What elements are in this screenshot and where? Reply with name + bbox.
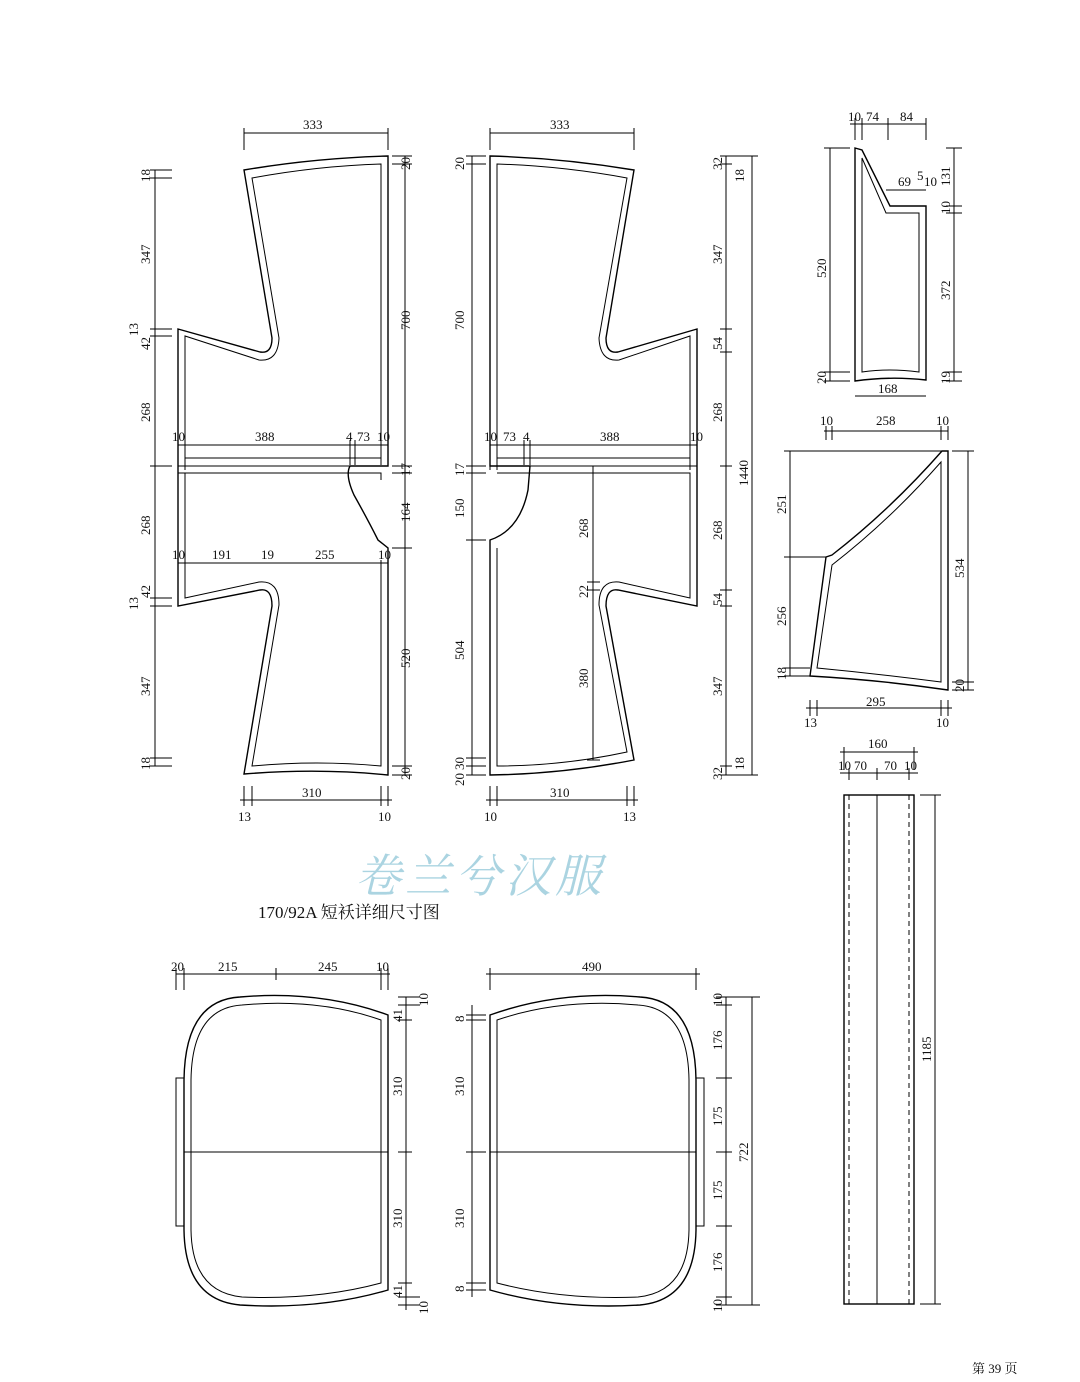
dim-d-10b: 10 xyxy=(936,413,949,428)
dim-b-bottom-13: 13 xyxy=(623,809,636,824)
dim-c-131: 131 xyxy=(938,166,953,186)
dim-a-mid-10b: 10 xyxy=(377,429,390,444)
dim-e-70b: 70 xyxy=(884,758,897,773)
dim-a-right-700: 700 xyxy=(398,310,413,330)
piece-d-gusset xyxy=(774,413,974,730)
dim-a-low-191: 191 xyxy=(212,547,232,562)
dim-g-310a: 310 xyxy=(452,1076,467,1096)
piece-a-front-left xyxy=(126,117,413,824)
dim-f-10b: 10 xyxy=(416,1301,431,1314)
dim-a-bottom-310: 310 xyxy=(302,785,322,800)
dim-f-41a: 41 xyxy=(390,1009,405,1022)
dim-a-left-347b: 347 xyxy=(138,676,153,696)
dim-e-70a: 70 xyxy=(854,758,867,773)
dim-d-295: 295 xyxy=(866,694,886,709)
dim-a-left-18b: 18 xyxy=(138,757,153,770)
dim-f-310b: 310 xyxy=(390,1208,405,1228)
dim-c-10: 10 xyxy=(924,174,937,189)
dim-d-20: 20 xyxy=(952,679,967,692)
dim-b-bottom-310: 310 xyxy=(550,785,570,800)
dim-b-inner-268: 268 xyxy=(576,518,591,538)
dim-f-310a: 310 xyxy=(390,1076,405,1096)
dim-g-175a: 175 xyxy=(710,1106,725,1126)
dim-b-right-54b: 54 xyxy=(710,593,725,606)
dim-a-mid-4: 4 xyxy=(346,429,353,444)
dim-f-20: 20 xyxy=(171,959,184,974)
dim-d-251: 251 xyxy=(774,494,789,514)
dim-a-right-17: 17 xyxy=(398,463,413,476)
dim-d-256: 256 xyxy=(774,606,789,626)
dim-b-left-30: 30 xyxy=(452,757,467,770)
dim-a-left-268a: 268 xyxy=(138,402,153,422)
dim-d-10c: 10 xyxy=(936,715,949,730)
dim-b-right-347b: 347 xyxy=(710,676,725,696)
dim-b-inner-380: 380 xyxy=(576,668,591,688)
diagram-caption: 170/92A 短袄详细尺寸图 xyxy=(258,903,440,922)
dim-b-mid-10: 10 xyxy=(484,429,497,444)
dim-d-13: 13 xyxy=(804,715,817,730)
dim-g-176a: 176 xyxy=(710,1030,725,1050)
dim-c-top-84: 84 xyxy=(900,109,913,124)
dim-d-534: 534 xyxy=(952,558,967,578)
piece-b-front-right xyxy=(452,117,758,824)
dim-c-372: 372 xyxy=(938,280,953,300)
dim-d-18: 18 xyxy=(774,667,789,680)
dim-a-right-20a: 20 xyxy=(398,157,413,170)
piece-f-cuff-left xyxy=(171,959,431,1314)
dim-a-mid-388: 388 xyxy=(255,429,275,444)
dim-b-mid-73: 73 xyxy=(503,429,516,444)
dim-f-10: 10 xyxy=(376,959,389,974)
dim-a-low-19: 19 xyxy=(261,547,274,562)
dim-g-490: 490 xyxy=(582,959,602,974)
dim-b-left-20b: 20 xyxy=(452,773,467,786)
dim-b-inner-22: 22 xyxy=(576,585,591,598)
dim-c-69: 69 xyxy=(898,174,911,189)
dim-a-low-10b: 10 xyxy=(378,547,391,562)
dim-b-top-width: 333 xyxy=(550,117,570,132)
dim-b-right-54a: 54 xyxy=(710,337,725,350)
dim-g-175b: 175 xyxy=(710,1180,725,1200)
dim-c-top-10: 10 xyxy=(848,109,861,124)
dim-b-mid-388: 388 xyxy=(600,429,620,444)
dim-a-right-520: 520 xyxy=(398,648,413,668)
dim-a-bottom-10: 10 xyxy=(378,809,391,824)
dim-c-10b: 10 xyxy=(938,201,953,214)
dim-g-8a: 8 xyxy=(452,1015,467,1022)
dim-c-520: 520 xyxy=(814,258,829,278)
dim-e-10a: 10 xyxy=(838,758,851,773)
dim-e-10b: 10 xyxy=(904,758,917,773)
dim-c-5: 5 xyxy=(917,168,924,183)
dim-g-310b: 310 xyxy=(452,1208,467,1228)
dim-g-8b: 8 xyxy=(452,1285,467,1292)
dim-d-10a: 10 xyxy=(820,413,833,428)
dim-g-10a: 10 xyxy=(710,993,725,1006)
dim-a-left-13b: 13 xyxy=(126,597,141,610)
dim-g-722: 722 xyxy=(736,1142,751,1162)
dim-b-mid-10b: 10 xyxy=(690,429,703,444)
dim-a-left-42a: 42 xyxy=(138,337,153,350)
dim-b-right-1440: 1440 xyxy=(736,460,751,486)
dim-b-left-504: 504 xyxy=(452,640,467,660)
dim-b-right-268b: 268 xyxy=(710,520,725,540)
dim-a-mid-73: 73 xyxy=(357,429,370,444)
dim-a-right-164: 164 xyxy=(398,502,413,522)
dim-g-176b: 176 xyxy=(710,1252,725,1272)
dim-a-left-13a: 13 xyxy=(126,323,141,336)
dim-b-right-18b: 18 xyxy=(732,757,747,770)
dim-b-right-268a: 268 xyxy=(710,402,725,422)
dim-g-10b: 10 xyxy=(710,1299,725,1312)
dim-b-right-18a: 18 xyxy=(732,169,747,182)
dim-f-10a: 10 xyxy=(416,993,431,1006)
dim-c-168: 168 xyxy=(878,381,898,396)
piece-g-cuff-right xyxy=(452,959,760,1312)
dim-b-right-32b: 32 xyxy=(710,767,725,780)
page-number: 第 39 页 xyxy=(972,1361,1018,1376)
dim-b-left-700: 700 xyxy=(452,310,467,330)
dim-f-245: 245 xyxy=(318,959,338,974)
dim-b-right-32a: 32 xyxy=(710,157,725,170)
dim-b-mid-4: 4 xyxy=(523,429,530,444)
dim-a-left-18a: 18 xyxy=(138,169,153,182)
dim-a-low-255: 255 xyxy=(315,547,335,562)
dim-a-low-10: 10 xyxy=(172,547,185,562)
dim-b-bottom-10: 10 xyxy=(484,809,497,824)
dim-a-left-268b: 268 xyxy=(138,515,153,535)
dim-d-258: 258 xyxy=(876,413,896,428)
dim-a-left-347a: 347 xyxy=(138,244,153,264)
dim-a-left-42b: 42 xyxy=(138,585,153,598)
dim-e-1185: 1185 xyxy=(919,1036,934,1062)
dim-e-160: 160 xyxy=(868,736,888,751)
dim-f-41b: 41 xyxy=(390,1285,405,1298)
dim-b-left-17: 17 xyxy=(452,463,467,476)
dim-a-top-width: 333 xyxy=(303,117,323,132)
dim-b-left-20: 20 xyxy=(452,157,467,170)
dim-a-bottom-13: 13 xyxy=(238,809,251,824)
dim-f-215: 215 xyxy=(218,959,238,974)
watermark-text: 卷兰兮汉服 xyxy=(355,849,605,903)
dim-c-top-74: 74 xyxy=(866,109,879,124)
dim-b-left-150: 150 xyxy=(452,498,467,518)
dim-c-19: 19 xyxy=(938,371,953,384)
dim-a-right-20b: 20 xyxy=(398,767,413,780)
piece-c-lapel xyxy=(814,109,962,396)
dim-c-20: 20 xyxy=(814,371,829,384)
dim-b-right-347a: 347 xyxy=(710,244,725,264)
piece-e-collar-strip xyxy=(838,736,941,1304)
dim-a-mid-10a: 10 xyxy=(172,429,185,444)
